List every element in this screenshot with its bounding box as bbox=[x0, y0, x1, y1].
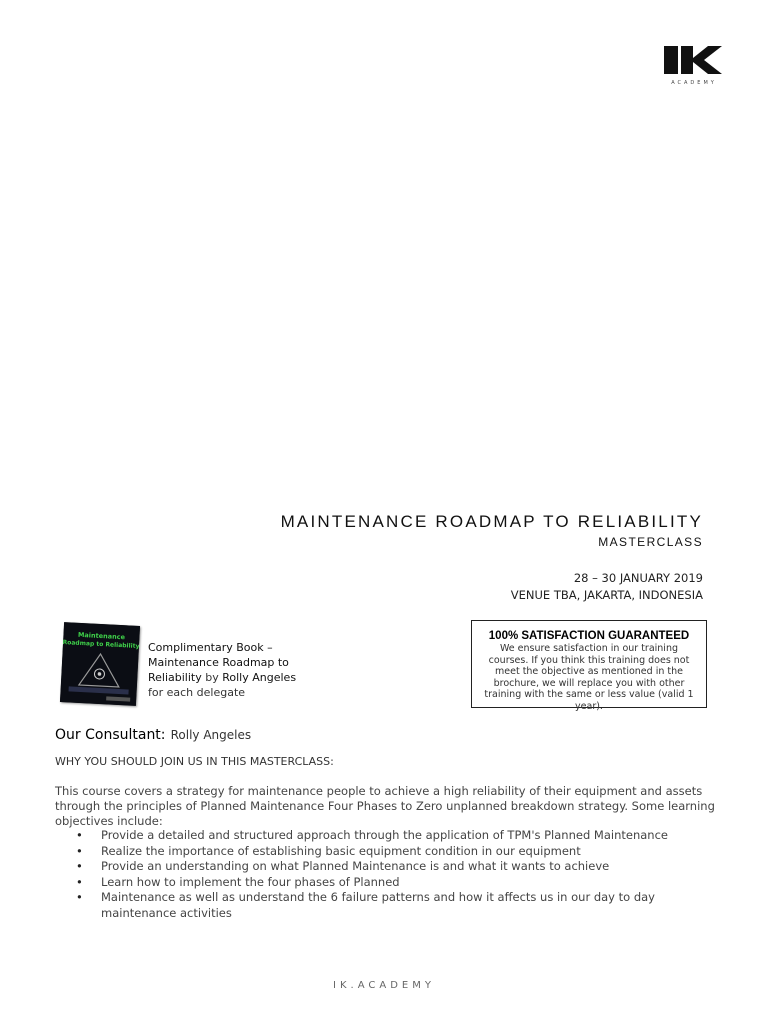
consultant-name: Rolly Angeles bbox=[170, 728, 252, 742]
course-venue: VENUE TBA, JAKARTA, INDONESIA bbox=[510, 588, 703, 602]
svg-text:Maintenance: Maintenance bbox=[77, 630, 126, 642]
satisfaction-guarantee-box bbox=[471, 620, 707, 712]
learning-objectives-list bbox=[55, 828, 715, 921]
list-item: • Realize the importance of establishing basic equipment condition in our equipment bbox=[55, 844, 715, 860]
course-intro: This course covers a strategy for maintenance people to achieve a high reliability of their equipment and assets through the principles of Planned Maintenance Four Phases to Zero unplanned breakdown strategy. Some learning objectives include: bbox=[55, 784, 715, 828]
book-title-end: Reliability bbox=[148, 671, 202, 684]
ik-academy-logo bbox=[664, 44, 722, 92]
book-line-1: Complimentary Book – bbox=[148, 641, 273, 654]
logo-subtext: ACADEMY bbox=[671, 80, 717, 86]
svg-text:Roadmap to Reliability: Roadmap to Reliability bbox=[62, 639, 140, 651]
book-cover-image bbox=[60, 622, 140, 706]
ik-logo-mark bbox=[664, 44, 722, 76]
footer-brand: IK.ACADEMY bbox=[333, 980, 435, 991]
guarantee-title: 100% SATISFACTION GUARANTEED bbox=[488, 630, 690, 642]
list-item: • Provide a detailed and structured approach through the application of TPM's Planned Maintenance bbox=[55, 828, 715, 844]
list-item: • Provide an understanding on what Planned Maintenance is and what it wants to achieve bbox=[55, 859, 715, 875]
complimentary-book-text bbox=[148, 640, 308, 700]
book-author: Rolly Angeles bbox=[222, 671, 297, 684]
book-cover-art bbox=[60, 622, 140, 706]
course-subtitle: MASTERCLASS bbox=[598, 535, 703, 549]
course-title: MAINTENANCE ROADMAP TO RELIABILITY bbox=[280, 512, 703, 531]
book-by: by bbox=[201, 671, 223, 684]
guarantee-body: We ensure satisfaction in our training courses. If you think this training does not meet the objective as mentioned in the brochure, we will replace you with other training with the same or less value (valid 1 year). bbox=[484, 643, 694, 712]
why-join-heading: WHY YOU SHOULD JOIN US IN THIS MASTERCLASS: bbox=[55, 755, 334, 768]
consultant-label: Our Consultant: bbox=[55, 727, 166, 743]
book-line-4: for each delegate bbox=[148, 686, 246, 699]
book-line-2: Maintenance Roadmap to bbox=[148, 656, 289, 669]
list-item: • Maintenance as well as understand the 6 failure patterns and how it affects us in our day to day maintenance activities bbox=[55, 890, 715, 921]
course-date: 28 – 30 JANUARY 2019 bbox=[573, 571, 703, 585]
list-item: • Learn how to implement the four phases of Planned bbox=[55, 875, 715, 891]
consultant-line bbox=[55, 724, 251, 743]
book-line-3 bbox=[148, 670, 308, 685]
